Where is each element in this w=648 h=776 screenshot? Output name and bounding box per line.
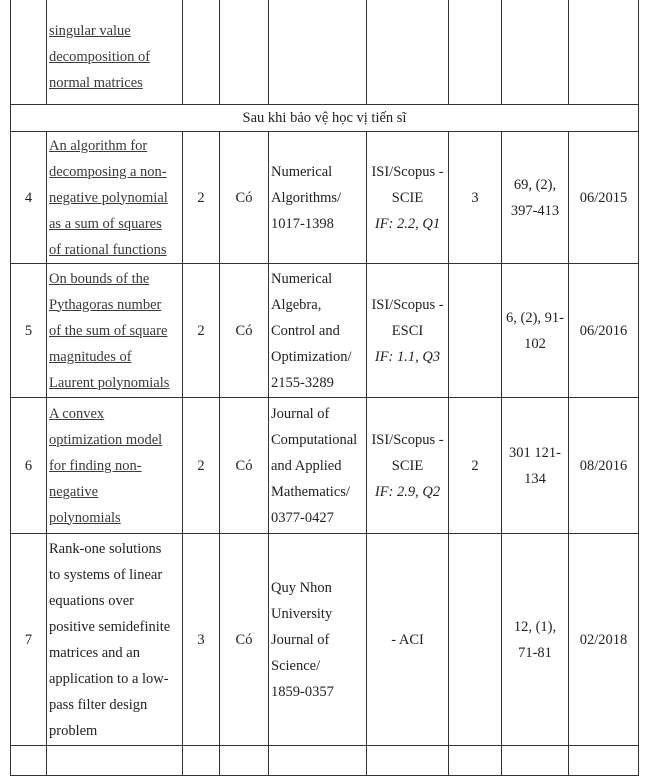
cell-volume xyxy=(502,264,569,398)
cell-title xyxy=(47,264,183,398)
cell-date: 06/2016 xyxy=(569,264,639,398)
cell-title xyxy=(47,132,183,264)
cell-no: 5 xyxy=(11,264,47,398)
title-line: A convex xyxy=(49,405,105,422)
journal-line: Computational xyxy=(271,431,358,448)
journal-line: 1859-0357 xyxy=(271,683,334,700)
table-row xyxy=(11,132,639,264)
cell-journal xyxy=(269,132,367,264)
title-line: negative xyxy=(49,483,99,500)
journal-line: Numerical xyxy=(271,163,333,180)
cell-citations xyxy=(449,534,502,746)
title-line: Laurent polynomials xyxy=(49,374,170,391)
journal-line: Journal of xyxy=(271,631,330,648)
title-line: Rank-one solutions xyxy=(49,540,162,557)
cell-main: Có xyxy=(220,264,269,398)
cell-main xyxy=(220,0,269,105)
journal-line: 1017-1398 xyxy=(271,215,334,232)
cell-journal xyxy=(269,398,367,534)
journal-line: University xyxy=(271,605,333,622)
cell-citations: 2 xyxy=(449,398,502,534)
cell-journal xyxy=(269,264,367,398)
cell-main: Có xyxy=(220,398,269,534)
cell-volume xyxy=(502,398,569,534)
cell-title xyxy=(47,398,183,534)
title-line: An algorithm for xyxy=(49,137,148,154)
publications-table xyxy=(10,0,639,776)
journal-line: Mathematics/ xyxy=(271,483,350,500)
cell-authors: 2 xyxy=(183,398,220,534)
title-line: decomposing a non- xyxy=(49,163,167,180)
cell-date: 06/2015 xyxy=(569,132,639,264)
title-line: to systems of linear xyxy=(49,566,163,583)
volume-line: 301 121- xyxy=(509,444,561,461)
volume-line: 69, (2), xyxy=(513,176,557,193)
cell-no: 7 xyxy=(11,534,47,746)
title-line: Pythagoras number xyxy=(49,296,162,313)
index-text: ISI/Scopus - ESCI xyxy=(371,296,444,339)
journal-line: 2155-3289 xyxy=(271,374,334,391)
cell-no: 6 xyxy=(11,398,47,534)
journal-line: Algebra, xyxy=(271,296,322,313)
journal-line: Numerical xyxy=(271,270,333,287)
cell-volume xyxy=(502,0,569,105)
volume-line: 6, (2), 91- xyxy=(506,309,564,326)
cell-journal xyxy=(269,746,367,776)
cell-volume xyxy=(502,746,569,776)
cell-index xyxy=(367,0,449,105)
table-row xyxy=(11,0,639,105)
volume-line: 71-81 xyxy=(518,644,552,661)
title-line: singular value xyxy=(49,23,131,39)
cell-volume xyxy=(502,132,569,264)
journal-line: Quy Nhon xyxy=(271,579,332,596)
title-line: normal matrices xyxy=(49,75,143,91)
cell-authors: 3 xyxy=(183,534,220,746)
cell-authors xyxy=(183,0,220,105)
index-text: ISI/Scopus - SCIE xyxy=(371,163,444,206)
cell-volume xyxy=(502,534,569,746)
title-line: magnitudes of xyxy=(49,348,132,365)
cell-index xyxy=(367,398,449,534)
journal-line: and Applied xyxy=(271,457,342,474)
cell-citations xyxy=(449,264,502,398)
cell-index xyxy=(367,746,449,776)
journal-line: Control and xyxy=(271,322,340,339)
journal-line: Optimization/ xyxy=(271,348,352,365)
cell-citations xyxy=(449,746,502,776)
volume-line: 397-413 xyxy=(510,202,560,219)
title-line: optimization model xyxy=(49,431,163,448)
cell-title xyxy=(47,746,183,776)
journal-line: 0377-0427 xyxy=(271,509,334,526)
cell-journal xyxy=(269,0,367,105)
cell-main: Có xyxy=(220,534,269,746)
cell-journal xyxy=(269,534,367,746)
table-row xyxy=(11,746,639,776)
section-row xyxy=(11,105,639,132)
title-line: application to a low- xyxy=(49,670,169,687)
volume-line: 12, (1), xyxy=(513,618,557,635)
cell-citations xyxy=(449,0,502,105)
cell-main xyxy=(220,746,269,776)
title-line: of rational functions xyxy=(49,241,167,258)
title-line: for finding non- xyxy=(49,457,142,474)
cell-date: 02/2018 xyxy=(569,534,639,746)
table-row xyxy=(11,264,639,398)
title-line: as a sum of squares xyxy=(49,215,162,232)
volume-line: 102 xyxy=(524,335,546,352)
cell-no xyxy=(11,0,47,105)
title-line: equations over xyxy=(49,592,134,609)
title-line: decomposition of xyxy=(49,49,151,65)
table-row xyxy=(11,398,639,534)
table-row xyxy=(11,534,639,746)
cell-index xyxy=(367,534,449,746)
cell-authors: 2 xyxy=(183,132,220,264)
title-line: of the sum of square xyxy=(49,322,168,339)
title-line: polynomials xyxy=(49,509,121,526)
cell-date xyxy=(569,746,639,776)
journal-line: Journal of xyxy=(271,405,330,422)
cell-date: 08/2016 xyxy=(569,398,639,534)
cell-index xyxy=(367,264,449,398)
cell-citations: 3 xyxy=(449,132,502,264)
title-line: problem xyxy=(49,722,98,739)
section-heading: Sau khi bảo vệ học vị tiến sĩ xyxy=(11,105,639,132)
cell-index xyxy=(367,132,449,264)
cell-title xyxy=(47,534,183,746)
impact-factor: IF: 2.2, Q1 xyxy=(374,215,441,232)
cell-date xyxy=(569,0,639,105)
title-line: matrices and an xyxy=(49,644,140,661)
cell-main: Có xyxy=(220,132,269,264)
title-line: positive semidefinite xyxy=(49,618,171,635)
title-line: pass filter design xyxy=(49,696,148,713)
cell-authors xyxy=(183,746,220,776)
journal-line: Science/ xyxy=(271,657,321,674)
journal-line: Algorithms/ xyxy=(271,189,342,206)
impact-factor: IF: 1.1, Q3 xyxy=(374,348,441,365)
cell-title xyxy=(47,0,183,105)
cell-no xyxy=(11,746,47,776)
cell-no: 4 xyxy=(11,132,47,264)
volume-line: 134 xyxy=(524,470,546,487)
title-line: On bounds of the xyxy=(49,270,150,287)
title-line: negative polynomial xyxy=(49,189,168,206)
cell-authors: 2 xyxy=(183,264,220,398)
index-text: - ACI xyxy=(391,631,424,648)
impact-factor: IF: 2.9, Q2 xyxy=(374,483,441,500)
index-text: ISI/Scopus - SCIE xyxy=(371,431,444,474)
